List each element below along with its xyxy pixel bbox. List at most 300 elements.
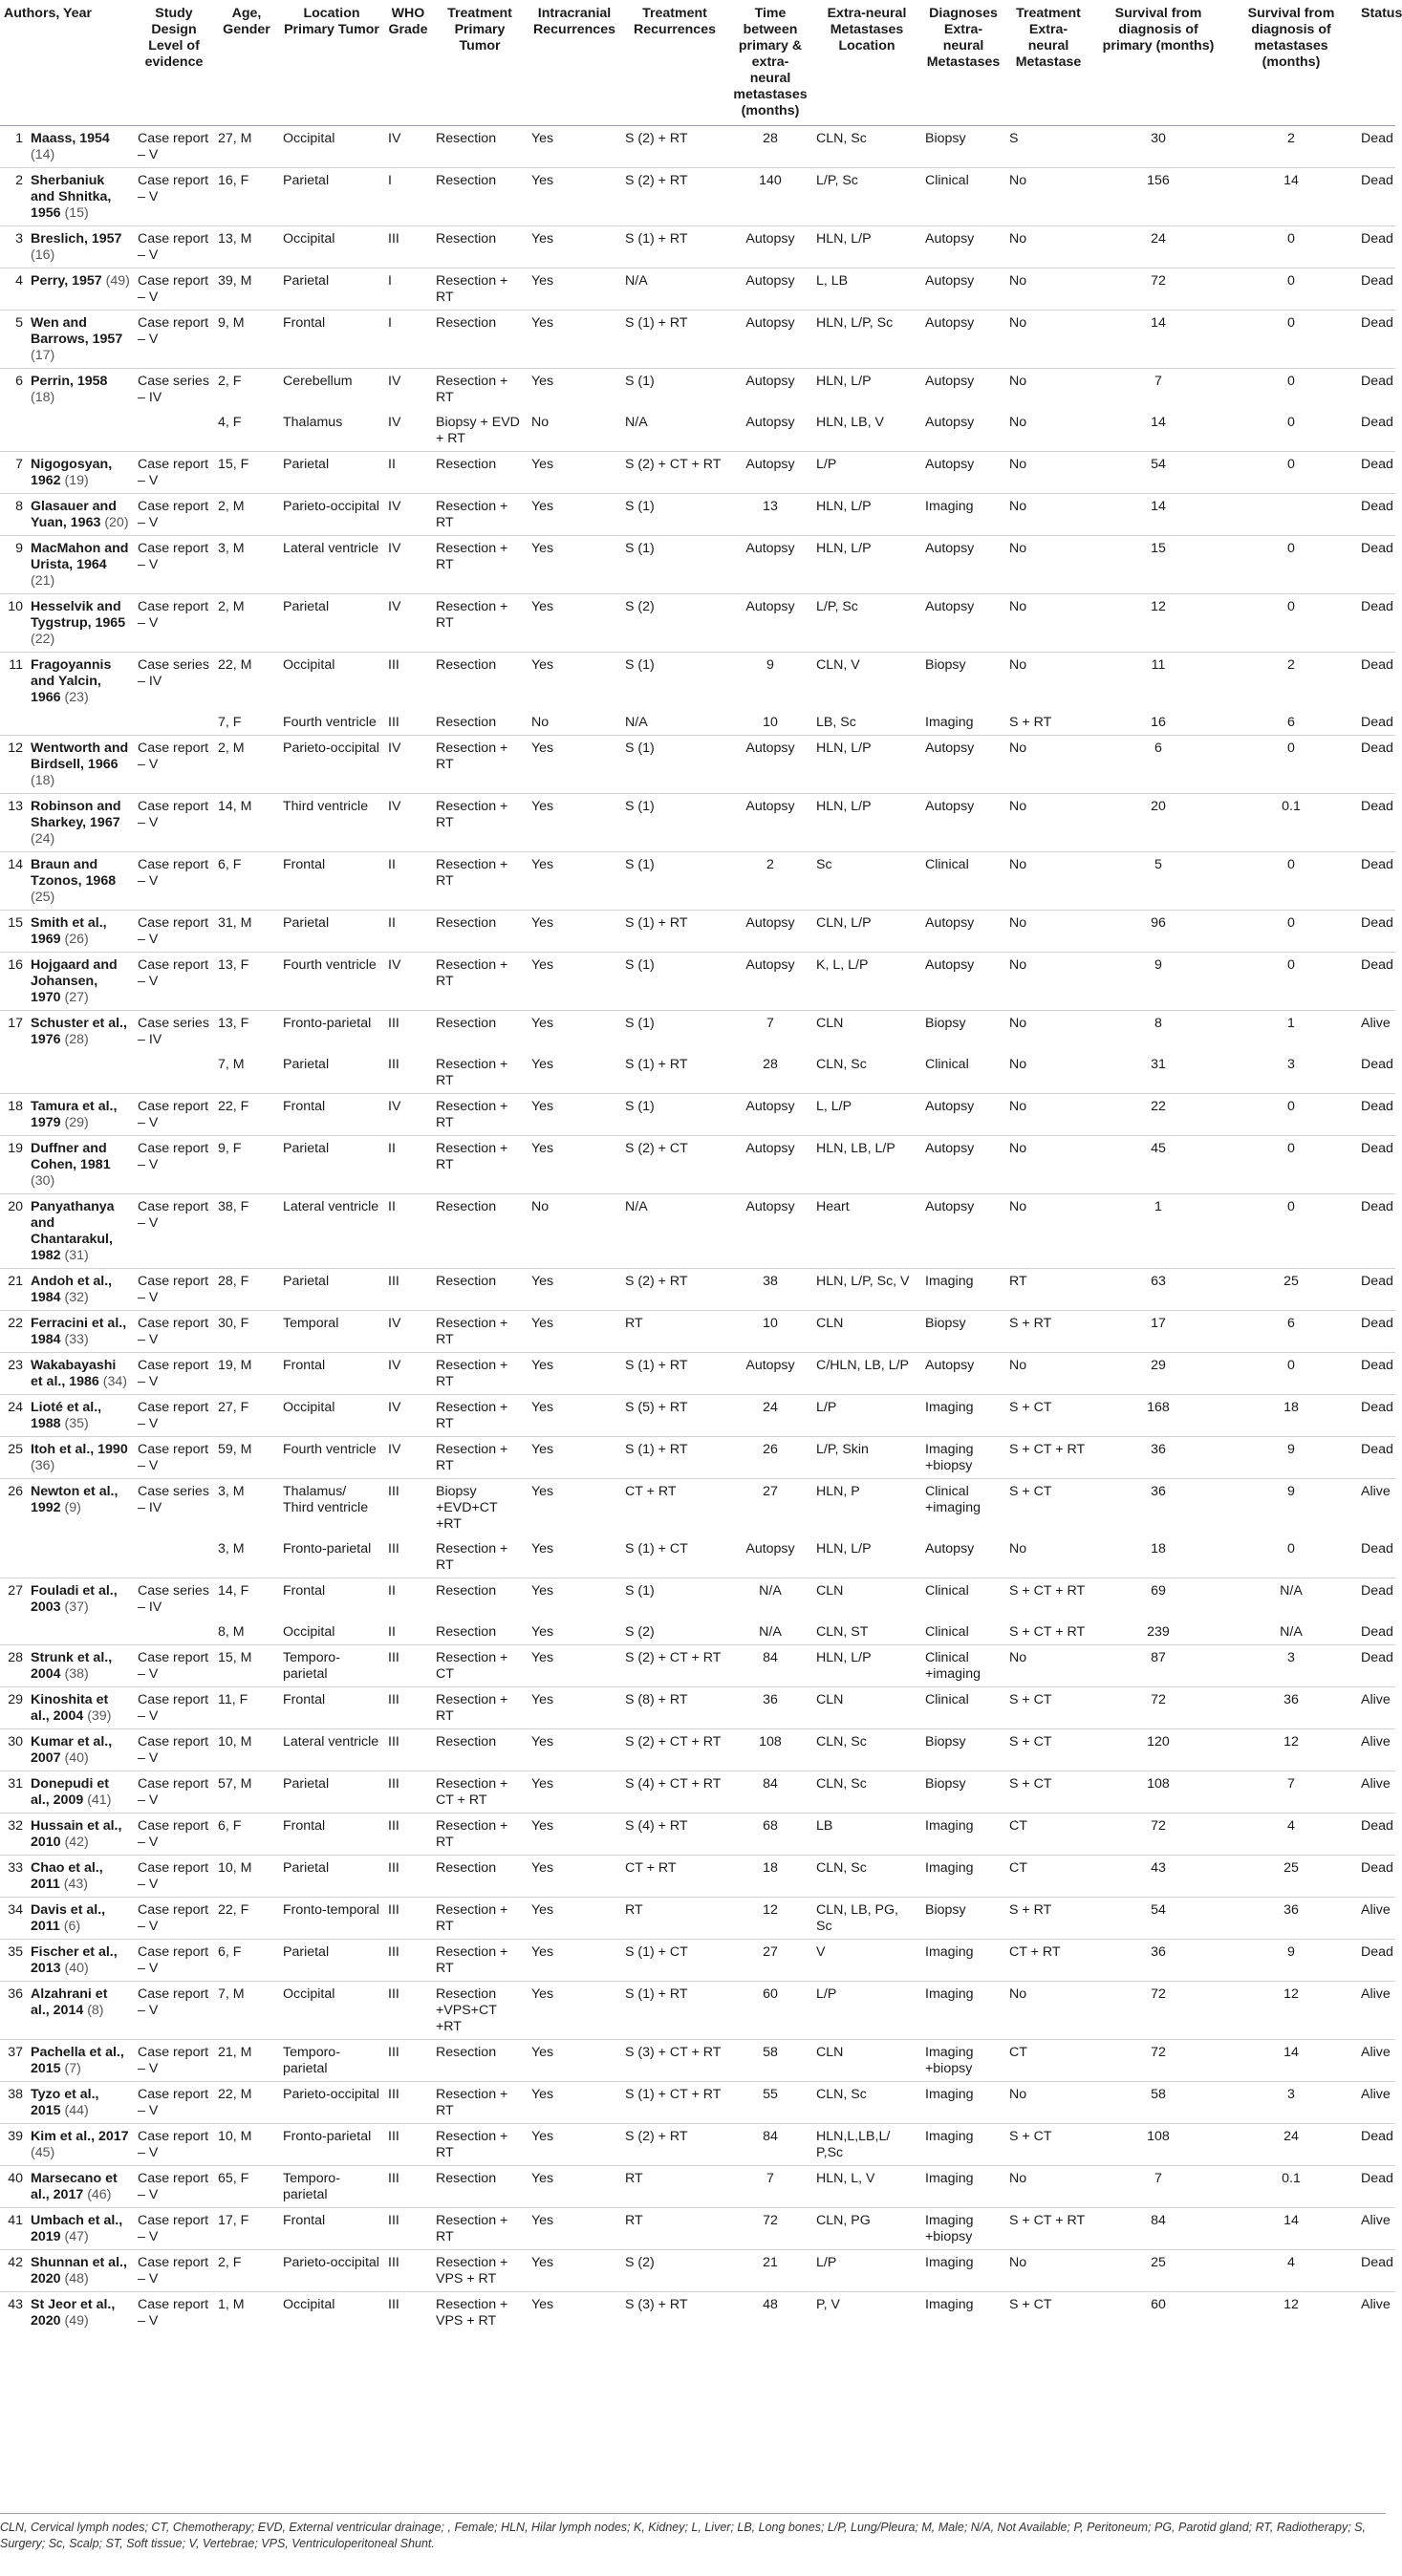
cell-author-year	[27, 1578, 134, 1621]
cell-metastases-diagnosis: Clinical +imaging	[921, 1479, 1005, 1537]
reference-link[interactable]: (36)	[31, 1458, 55, 1473]
cell-intracranial-recurrence: Yes	[528, 1136, 621, 1194]
table-row	[0, 953, 1395, 1011]
cell-intracranial-recurrence: Yes	[528, 2082, 621, 2124]
reference-link[interactable]: (27)	[64, 990, 89, 1005]
cell-author-year	[27, 1395, 134, 1437]
cell-survival-primary: 6	[1091, 736, 1225, 794]
reference-link[interactable]: (42)	[64, 1835, 89, 1850]
author-name: Tyzo et al., 2015	[31, 2087, 99, 2118]
cell-tumor-location: Temporo-parietal	[279, 1645, 384, 1687]
cell-age-gender: 2, F	[214, 369, 279, 411]
reference-link[interactable]: (41)	[87, 1792, 112, 1808]
cell-study-design	[134, 410, 214, 452]
reference-link[interactable]: (47)	[64, 2229, 89, 2244]
cell-primary-treatment: Resection + RT	[432, 1898, 528, 1940]
cell-metastases-treatment: S + CT	[1005, 1395, 1091, 1437]
cell-metastases-treatment: S + CT + RT	[1009, 1624, 1086, 1640]
cell-study-design: Case report – V	[134, 268, 214, 311]
cell-time-to-metastases: 9	[728, 653, 812, 711]
table-row	[0, 536, 1395, 594]
reference-link[interactable]: (31)	[64, 1248, 89, 1263]
reference-link[interactable]: (7)	[64, 2061, 81, 2076]
cell-metastases-diagnosis: Biopsy	[921, 1898, 1005, 1940]
cell-age-gender: 3, M	[218, 1541, 245, 1556]
cell-age-gender: 22, M	[214, 2082, 279, 2124]
cell-metastases-location: CLN, Sc	[812, 1771, 921, 1814]
cell-metastases-diagnosis: Autopsy	[921, 311, 1005, 369]
reference-link[interactable]: (18)	[31, 390, 55, 405]
cell-row-number: 29	[0, 1687, 27, 1729]
reference-link[interactable]: (6)	[63, 1919, 81, 1934]
cell-metastases-location: HLN, L/P, Sc	[812, 311, 921, 369]
reference-link[interactable]: (20)	[104, 515, 129, 530]
cell-status: Dead	[1357, 452, 1395, 494]
cell-tumor-location: Fronto-parietal	[279, 2124, 384, 2166]
cell-primary-treatment: Resection + RT	[432, 953, 528, 1011]
cell-primary-treatment: Resection + RT	[432, 2124, 528, 2166]
reference-link[interactable]: (17)	[31, 348, 55, 363]
cell-status: Dead	[1357, 126, 1395, 168]
cell-metastases-location: CLN, Sc	[812, 126, 921, 168]
cell-age-gender: 59, M	[214, 1437, 279, 1479]
cell-intracranial-recurrence: Yes	[528, 1940, 621, 1982]
cell-recurrence-treatment: S (2)	[621, 2250, 728, 2292]
cell-metastases-treatment: S + RT	[1005, 1311, 1091, 1353]
header-location: Location Primary Tumor	[279, 0, 384, 126]
cell-study-design: Case series – IV	[134, 1011, 214, 1053]
cell-metastases-location: HLN,L,LB,L/ P,Sc	[812, 2124, 921, 2166]
cell-study-design: Case report – V	[134, 1353, 214, 1395]
cell-row-number: 5	[0, 311, 27, 369]
cell-age-gender: 28, F	[214, 1269, 279, 1311]
cell-metastases-location: LB, Sc	[816, 715, 856, 730]
cell-tumor-location: Parieto-occipital	[279, 736, 384, 794]
cell-survival-primary: 14	[1091, 494, 1225, 536]
author-name: Itoh et al., 1990	[31, 1442, 128, 1457]
reference-link[interactable]: (18)	[31, 773, 55, 788]
reference-link[interactable]: (22)	[31, 632, 55, 647]
cell-survival-primary: 45	[1091, 1136, 1225, 1194]
cell-metastases-diagnosis: Imaging	[921, 1395, 1005, 1437]
cell-row-number: 13	[0, 794, 27, 852]
cell-metastases-treatment: No	[1005, 1011, 1091, 1053]
reference-link[interactable]: (16)	[31, 247, 55, 263]
cell-primary-treatment: Resection	[432, 1269, 528, 1311]
cell-study-design: Case report – V	[134, 2166, 214, 2208]
cell-age-gender: 10, M	[214, 1856, 279, 1898]
cell-study-design: Case report – V	[134, 1311, 214, 1353]
cell-status: Alive	[1357, 2292, 1395, 2334]
author-name: Braun and Tzonos, 1968	[31, 857, 117, 889]
table-footnote: CLN, Cervical lymph nodes; CT, Chemotherapy; EVD, External ventricular drainage; , Female; HLN, Hilar lymph nodes; K, Kidney; L, Liver; LB, Long bones; L/P, Lung/Pleura; M, Male; N/A, Not Available; P, Peritoneum; PG, Parotid gland; RT, Radiotherapy; S, Surgery; Sc, Scalp; ST, Soft tissue; V, Vertebrae; VPS, Ventriculoperitoneal Shunt.	[0, 2513, 1386, 2552]
reference-link[interactable]: (49)	[64, 2313, 89, 2329]
cell-recurrence-treatment: S (2) + CT + RT	[621, 1729, 728, 1771]
cell-survival-metastases: 9	[1225, 1437, 1357, 1479]
cell-survival-metastases: 4	[1225, 1814, 1357, 1856]
author-name: Kinoshita et al., 2004	[31, 1692, 109, 1724]
cell-intracranial-recurrence: Yes	[528, 1269, 621, 1311]
cell-recurrence-treatment: S (1)	[621, 852, 728, 911]
cell-who-grade: IV	[384, 1395, 432, 1437]
cell-metastases-diagnosis: Biopsy	[921, 1311, 1005, 1353]
cell-author-year	[27, 2124, 134, 2166]
cell-author-year	[27, 1536, 134, 1578]
cell-tumor-location: Third ventricle	[279, 794, 384, 852]
cell-row-number: 41	[0, 2208, 27, 2250]
cell-survival-primary: 7	[1091, 369, 1225, 411]
table-row	[0, 2082, 1395, 2124]
cell-recurrence-treatment: S (2) + RT	[621, 168, 728, 226]
reference-link[interactable]: (33)	[64, 1332, 89, 1347]
cell-study-design: Case report – V	[134, 1856, 214, 1898]
reference-link[interactable]: (19)	[64, 473, 89, 488]
cell-primary-treatment: Resection + RT	[432, 1094, 528, 1136]
reference-link[interactable]: (30)	[31, 1173, 55, 1189]
cell-primary-treatment: Resection + RT	[432, 794, 528, 852]
table-row	[0, 710, 1395, 736]
cell-survival-primary: 108	[1091, 2124, 1225, 2166]
cell-recurrence-treatment: S (3) + CT + RT	[621, 2040, 728, 2082]
cell-metastases-treatment: S + CT	[1005, 1479, 1091, 1537]
cell-recurrence-treatment: S (1) + CT + RT	[621, 2082, 728, 2124]
cell-time-to-metastases: Autopsy	[728, 1136, 812, 1194]
reference-link[interactable]: (39)	[87, 1708, 112, 1724]
cell-status: Dead	[1357, 168, 1395, 226]
cell-recurrence-treatment: N/A	[621, 1194, 728, 1269]
cell-who-grade: IV	[384, 953, 432, 1011]
reference-link[interactable]: (34)	[102, 1374, 127, 1389]
author-name: Wen and Barrows, 1957	[31, 315, 123, 347]
author-name: Hojgaard and Johansen, 1970	[31, 957, 118, 1005]
cell-age-gender: 6, F	[214, 1814, 279, 1856]
cell-metastases-treatment: No	[1009, 1057, 1027, 1072]
table-row	[0, 1645, 1395, 1687]
reference-link[interactable]: (8)	[87, 2003, 104, 2018]
cell-metastases-diagnosis: Imaging	[925, 715, 974, 730]
cell-survival-primary: 30	[1091, 126, 1225, 168]
author-name: Panyathanya and Chantarakul, 1982	[31, 1199, 115, 1263]
table-row	[0, 126, 1395, 168]
cell-tumor-location: Occipital	[279, 1982, 384, 2040]
cell-row-number: 3	[0, 226, 27, 268]
reference-link[interactable]: (26)	[64, 932, 89, 947]
cell-metastases-diagnosis: Clinical +imaging	[921, 1645, 1005, 1687]
cell-tumor-location: Lateral ventricle	[279, 536, 384, 594]
cell-author-year	[27, 1136, 134, 1194]
cell-age-gender: 22, F	[214, 1898, 279, 1940]
author-name: Perry, 1957	[31, 273, 102, 289]
cell-survival-primary: 5	[1091, 852, 1225, 911]
cell-recurrence-treatment: N/A	[621, 268, 728, 311]
cell-row-number: 2	[0, 168, 27, 226]
cell-survival-metastases: 3	[1225, 1645, 1357, 1687]
cell-intracranial-recurrence: Yes	[528, 1856, 621, 1898]
cell-status: Dead	[1357, 1194, 1395, 1269]
reference-link[interactable]: (24)	[31, 831, 55, 847]
table-row	[0, 1814, 1395, 1856]
table-row	[0, 794, 1395, 852]
reference-link[interactable]: (25)	[31, 890, 55, 905]
cell-time-to-metastases: 84	[728, 2124, 812, 2166]
author-name: Nigogosyan, 1962	[31, 457, 113, 488]
cell-tumor-location: Parietal	[279, 168, 384, 226]
author-name: Kim et al., 2017	[31, 2129, 129, 2144]
cell-intracranial-recurrence: Yes	[528, 1578, 621, 1621]
author-name: Chao et al., 2011	[31, 1860, 103, 1892]
reference-link[interactable]: (15)	[64, 205, 89, 221]
cell-age-gender: 22, F	[214, 1094, 279, 1136]
cell-author-year	[27, 1011, 134, 1053]
cell-survival-metastases: 2	[1225, 126, 1357, 168]
reference-link[interactable]: (35)	[64, 1416, 89, 1431]
cell-row-number: 15	[0, 911, 27, 953]
cell-tumor-location: Frontal	[279, 852, 384, 911]
cell-author-year	[27, 1353, 134, 1395]
cell-status: Alive	[1357, 1687, 1395, 1729]
reference-link[interactable]: (46)	[87, 2187, 112, 2202]
cell-metastases-diagnosis: Autopsy	[921, 1194, 1005, 1269]
reference-link[interactable]: (28)	[64, 1032, 89, 1047]
cell-intracranial-recurrence: Yes	[531, 1624, 554, 1640]
reference-link[interactable]: (38)	[64, 1666, 89, 1682]
cell-age-gender: 8, M	[218, 1624, 245, 1640]
table-row	[0, 1940, 1395, 1982]
cell-time-to-metastases: Autopsy	[728, 1094, 812, 1136]
cell-survival-primary: 72	[1091, 2040, 1225, 2082]
cell-recurrence-treatment: S (1) + RT	[621, 911, 728, 953]
cell-metastases-treatment: S + RT	[1005, 1898, 1091, 1940]
cell-recurrence-treatment: S (2) + RT	[621, 1269, 728, 1311]
cell-row-number: 35	[0, 1940, 27, 1982]
cell-metastases-diagnosis: Imaging	[921, 1814, 1005, 1856]
cell-metastases-treatment: No	[1005, 1982, 1091, 2040]
cell-survival-metastases: 0	[1225, 911, 1357, 953]
reference-link[interactable]: (48)	[64, 2271, 89, 2286]
cell-study-design: Case report – V	[134, 311, 214, 369]
cell-time-to-metastases: 21	[728, 2250, 812, 2292]
cell-metastases-treatment: CT + RT	[1005, 1940, 1091, 1982]
cell-time-to-metastases: Autopsy	[728, 226, 812, 268]
author-name: Tamura et al., 1979	[31, 1099, 118, 1130]
table-row	[0, 1353, 1395, 1395]
cell-author-year	[27, 226, 134, 268]
cell-survival-primary: 43	[1091, 1856, 1225, 1898]
header-status: Status	[1357, 0, 1395, 126]
cell-recurrence-treatment: S (1)	[621, 1578, 728, 1621]
cell-time-to-metastases: 10	[728, 1311, 812, 1353]
cell-metastases-diagnosis: Imaging	[921, 1269, 1005, 1311]
cell-survival-primary: 29	[1091, 1353, 1225, 1395]
cell-age-gender: 22, M	[214, 653, 279, 711]
cell-author-year	[27, 911, 134, 953]
cell-survival-primary: 72	[1091, 268, 1225, 311]
cell-status: Dead	[1357, 953, 1395, 1011]
cell-age-gender: 13, M	[214, 226, 279, 268]
cell-time-to-metastases: Autopsy	[745, 1541, 795, 1556]
cell-time-to-metastases: N/A	[759, 1624, 782, 1640]
cell-metastases-diagnosis: Biopsy	[921, 1771, 1005, 1814]
cell-status: Dead	[1357, 1940, 1395, 1982]
cell-row-number: 12	[0, 736, 27, 794]
cell-row-number: 27	[0, 1578, 27, 1621]
author-name: Andoh et al., 1984	[31, 1274, 113, 1305]
cell-survival-metastases: 12	[1225, 2292, 1357, 2334]
cell-primary-treatment: Resection + RT	[432, 1136, 528, 1194]
reference-link[interactable]: (37)	[64, 1599, 89, 1615]
cell-metastases-location: HLN, L/P	[812, 369, 921, 411]
cell-time-to-metastases: 84	[728, 1645, 812, 1687]
cell-metastases-location: HLN, L/P, Sc, V	[812, 1269, 921, 1311]
cell-recurrence-treatment: S (1)	[621, 1011, 728, 1053]
table-row	[0, 1011, 1395, 1053]
table-row	[0, 1269, 1395, 1311]
cell-survival-metastases	[1225, 494, 1357, 536]
cell-metastases-treatment: S + CT	[1005, 1729, 1091, 1771]
table-row	[0, 268, 1395, 311]
reference-link[interactable]: (49)	[105, 273, 130, 289]
cell-age-gender: 15, F	[214, 452, 279, 494]
cell-status: Dead	[1357, 594, 1395, 653]
table-body	[0, 126, 1395, 2334]
cell-who-grade: IV	[384, 1437, 432, 1479]
cell-intracranial-recurrence: Yes	[528, 1395, 621, 1437]
cell-survival-primary: 36	[1091, 1437, 1225, 1479]
cell-primary-treatment: Resection + RT	[436, 1541, 508, 1573]
reference-link[interactable]: (45)	[31, 2145, 55, 2160]
cell-time-to-metastases: 60	[728, 1982, 812, 2040]
table-row	[0, 1395, 1395, 1437]
cell-metastases-location: CLN, ST	[816, 1624, 869, 1640]
cell-who-grade: II	[384, 1194, 432, 1269]
author-name: Fragoyannis and Yalcin, 1966	[31, 657, 112, 705]
cell-survival-primary: 72	[1091, 1814, 1225, 1856]
cell-age-gender: 13, F	[214, 1011, 279, 1053]
cell-metastases-diagnosis: Biopsy	[921, 653, 1005, 711]
cell-who-grade: IV	[384, 494, 432, 536]
reference-link[interactable]: (23)	[64, 690, 89, 705]
cell-tumor-location: Frontal	[279, 2208, 384, 2250]
cell-author-year	[27, 1856, 134, 1898]
cell-status: Dead	[1357, 736, 1395, 794]
cell-age-gender: 2, M	[214, 736, 279, 794]
cell-metastases-treatment: S + CT + RT	[1005, 1437, 1091, 1479]
cell-metastases-diagnosis: Autopsy	[921, 794, 1005, 852]
cell-status: Dead	[1357, 268, 1395, 311]
cell-who-grade: III	[384, 2292, 432, 2334]
cell-metastases-treatment: No	[1005, 1645, 1091, 1687]
cell-age-gender: 19, M	[214, 1353, 279, 1395]
cell-survival-metastases: 14	[1225, 2040, 1357, 2082]
header-treatment-metastase: Treatment Extra-neural Metastase	[1005, 0, 1091, 126]
cell-intracranial-recurrence: Yes	[528, 311, 621, 369]
cell-primary-treatment: Biopsy + EVD + RT	[436, 415, 520, 446]
cell-intracranial-recurrence: Yes	[528, 1729, 621, 1771]
reference-link[interactable]: (40)	[64, 1961, 89, 1976]
cell-survival-metastases: 0	[1225, 311, 1357, 369]
cell-row-number: 11	[0, 653, 27, 711]
cell-survival-metastases: 25	[1225, 1269, 1357, 1311]
author-name: St Jeor et al., 2020	[31, 2297, 116, 2329]
cell-metastases-diagnosis: Biopsy	[921, 126, 1005, 168]
cell-author-year	[27, 2082, 134, 2124]
cell-metastases-location: L/P, Sc	[812, 594, 921, 653]
cell-study-design: Case report – V	[134, 126, 214, 168]
cell-survival-primary: 15	[1091, 536, 1225, 594]
cell-row-number	[0, 410, 27, 452]
cell-metastases-diagnosis: Biopsy	[921, 1729, 1005, 1771]
cell-time-to-metastases: 27	[728, 1479, 812, 1537]
cell-status: Dead	[1357, 1311, 1395, 1353]
cell-recurrence-treatment: CT + RT	[621, 1479, 728, 1537]
cell-study-design: Case report – V	[134, 1982, 214, 2040]
cell-status: Dead	[1361, 715, 1393, 730]
table-row	[0, 911, 1395, 953]
reference-link[interactable]: (32)	[64, 1290, 89, 1305]
cell-intracranial-recurrence: Yes	[528, 1814, 621, 1856]
cell-recurrence-treatment: S (4) + RT	[621, 1814, 728, 1856]
cell-metastases-treatment: No	[1005, 1136, 1091, 1194]
reference-link[interactable]: (29)	[64, 1115, 89, 1130]
cell-survival-metastases: N/A	[1225, 1578, 1357, 1621]
reference-link[interactable]: (9)	[64, 1500, 81, 1515]
cell-recurrence-treatment: CT + RT	[621, 1856, 728, 1898]
cell-recurrence-treatment: RT	[621, 1898, 728, 1940]
cell-who-grade: III	[384, 2208, 432, 2250]
cell-recurrence-treatment: S (3) + RT	[621, 2292, 728, 2334]
cell-tumor-location: Thalamus	[283, 415, 343, 430]
reference-link[interactable]: (44)	[64, 2103, 89, 2118]
cell-status: Dead	[1357, 1578, 1395, 1621]
reference-link[interactable]: (14)	[31, 147, 55, 162]
cell-survival-primary: 108	[1091, 1771, 1225, 1814]
reference-link[interactable]: (21)	[31, 573, 55, 589]
cell-author-year	[27, 494, 134, 536]
cell-survival-primary: 18	[1151, 1541, 1166, 1556]
cell-author-year	[27, 1311, 134, 1353]
cell-metastases-location: CLN, V	[812, 653, 921, 711]
table-row	[0, 1578, 1395, 1621]
cell-metastases-location: CLN	[812, 1687, 921, 1729]
cell-author-year	[27, 268, 134, 311]
cell-metastases-treatment: S + CT	[1005, 2124, 1091, 2166]
cell-age-gender: 39, M	[214, 268, 279, 311]
cell-metastases-location: L/P	[812, 452, 921, 494]
cell-metastases-location: HLN, L/P	[812, 794, 921, 852]
cell-age-gender: 7, F	[218, 715, 242, 730]
cell-survival-metastases: 7	[1225, 1771, 1357, 1814]
cell-row-number: 25	[0, 1437, 27, 1479]
cell-metastases-diagnosis: Autopsy	[921, 1136, 1005, 1194]
table-row	[0, 594, 1395, 653]
table-row	[0, 168, 1395, 226]
cell-author-year	[27, 369, 134, 411]
reference-link[interactable]: (43)	[63, 1877, 88, 1892]
cell-intracranial-recurrence: Yes	[528, 226, 621, 268]
cell-time-to-metastases: Autopsy	[728, 311, 812, 369]
cell-survival-metastases: 0	[1225, 268, 1357, 311]
cell-survival-metastases: 36	[1225, 1687, 1357, 1729]
reference-link[interactable]: (40)	[64, 1750, 89, 1766]
cell-who-grade: IV	[384, 1311, 432, 1353]
cell-intracranial-recurrence: Yes	[528, 494, 621, 536]
cell-metastases-treatment: No	[1005, 536, 1091, 594]
cell-survival-metastases: 0	[1225, 736, 1357, 794]
cell-row-number	[0, 1536, 27, 1578]
cell-status: Dead	[1357, 1856, 1395, 1898]
cell-intracranial-recurrence: Yes	[531, 1057, 554, 1072]
cell-study-design: Case report – V	[134, 1395, 214, 1437]
